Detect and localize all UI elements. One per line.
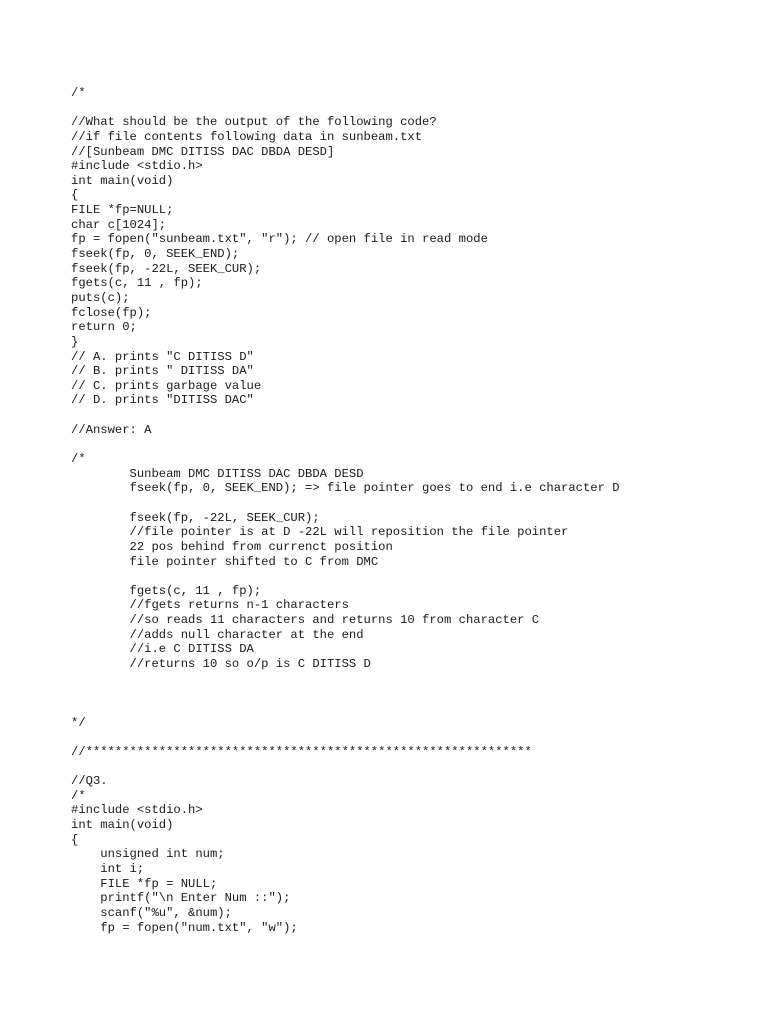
code-line: file pointer shifted to C from DMC bbox=[71, 554, 379, 569]
code-line: FILE *fp = NULL; bbox=[71, 876, 218, 891]
code-line: //so reads 11 characters and returns 10 from character C bbox=[71, 613, 540, 628]
code-line bbox=[71, 701, 620, 716]
code-line: FILE *fp=NULL; bbox=[71, 203, 174, 218]
code-line bbox=[71, 672, 620, 687]
code-line: //i.e C DITISS DA bbox=[71, 642, 254, 657]
code-line: int main(void) bbox=[71, 818, 174, 833]
code-line bbox=[71, 496, 620, 511]
code-line: printf("\n Enter Num ::"); bbox=[71, 891, 291, 906]
code-line: //************************************************************* bbox=[71, 744, 532, 759]
code-line: int i; bbox=[71, 861, 145, 876]
code-line: Sunbeam DMC DITISS DAC DBDA DESD bbox=[71, 466, 364, 481]
code-line: //[Sunbeam DMC DITISS DAC DBDA DESD] bbox=[71, 144, 335, 159]
code-line: //fgets returns n-1 characters bbox=[71, 598, 349, 613]
code-line: fgets(c, 11 , fp); bbox=[71, 276, 203, 291]
code-line bbox=[71, 101, 620, 116]
code-line: // C. prints garbage value bbox=[71, 378, 262, 393]
code-line: fclose(fp); bbox=[71, 305, 152, 320]
code-line: fseek(fp, 0, SEEK_END); => file pointer goes to end i.e character D bbox=[71, 481, 620, 496]
code-line: return 0; bbox=[71, 320, 137, 335]
code-line: unsigned int num; bbox=[71, 847, 225, 862]
code-line: } bbox=[71, 334, 79, 349]
code-line bbox=[71, 437, 620, 452]
code-line: fseek(fp, -22L, SEEK_CUR); bbox=[71, 510, 320, 525]
code-line: // A. prints "C DITISS D" bbox=[71, 349, 254, 364]
code-line: //adds null character at the end bbox=[71, 627, 364, 642]
code-line: scanf("%u", &num); bbox=[71, 905, 232, 920]
code-line: char c[1024]; bbox=[71, 217, 167, 232]
code-line: int main(void) bbox=[71, 173, 174, 188]
code-line: //Answer: A bbox=[71, 422, 152, 437]
code-line: fseek(fp, 0, SEEK_END); bbox=[71, 247, 240, 262]
code-line bbox=[71, 569, 620, 584]
code-listing bbox=[71, 86, 620, 935]
code-line bbox=[71, 759, 620, 774]
code-line: #include <stdio.h> bbox=[71, 803, 203, 818]
code-line: fp = fopen("num.txt", "w"); bbox=[71, 920, 298, 935]
code-line: */ bbox=[71, 715, 86, 730]
code-line: puts(c); bbox=[71, 290, 130, 305]
code-line: fp = fopen("sunbeam.txt", "r"); // open file in read mode bbox=[71, 232, 488, 247]
code-line: { bbox=[71, 188, 79, 203]
code-line bbox=[71, 730, 620, 745]
code-line: //Q3. bbox=[71, 774, 108, 789]
code-line: // D. prints "DITISS DAC" bbox=[71, 393, 254, 408]
code-line: // B. prints " DITISS DA" bbox=[71, 364, 254, 379]
code-line: fgets(c, 11 , fp); bbox=[71, 583, 262, 598]
code-line: //returns 10 so o/p is C DITISS D bbox=[71, 656, 371, 671]
code-line: //if file contents following data in sunbeam.txt bbox=[71, 129, 423, 144]
code-line bbox=[71, 408, 620, 423]
code-line: 22 pos behind from currenct position bbox=[71, 539, 393, 554]
code-line: //file pointer is at D -22L will reposition the file pointer bbox=[71, 525, 569, 540]
code-line: #include <stdio.h> bbox=[71, 159, 203, 174]
code-line: /* bbox=[71, 788, 86, 803]
code-line: { bbox=[71, 832, 79, 847]
code-line bbox=[71, 686, 620, 701]
code-line: fseek(fp, -22L, SEEK_CUR); bbox=[71, 261, 262, 276]
code-line: /* bbox=[71, 452, 86, 467]
code-line: /* bbox=[71, 86, 86, 100]
code-line: //What should be the output of the following code? bbox=[71, 115, 437, 130]
